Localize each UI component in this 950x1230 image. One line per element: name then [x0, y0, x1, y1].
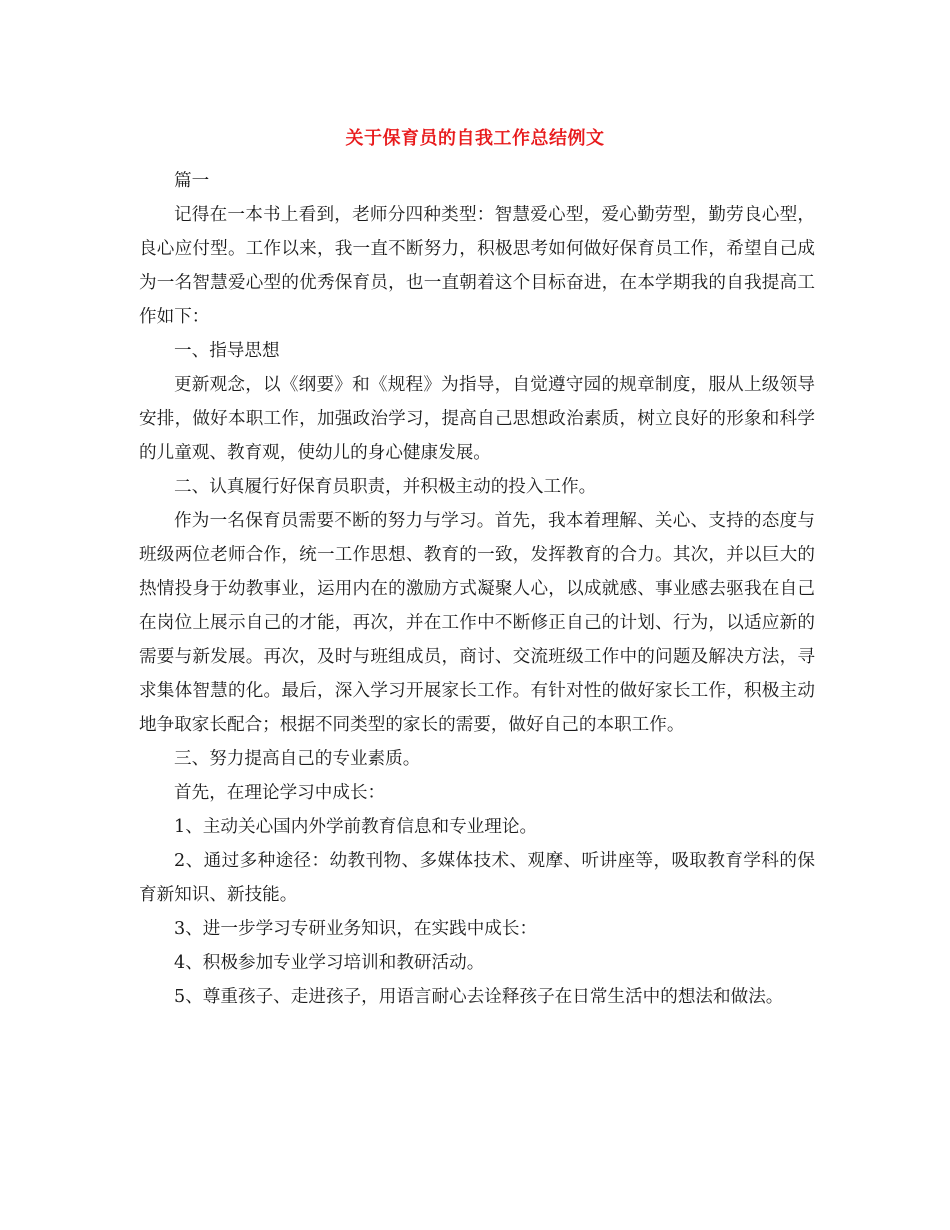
- list-item-2: 2、通过多种途径：幼教刊物、多媒体技术、观摩、听讲座等，吸取教育学科的保育新知识、新技能。: [139, 851, 815, 905]
- paragraph-duties: 作为一名保育员需要不断的努力与学习。首先，我本着理解、关心、支持的态度与班级两位老师合作，统一工作思想、教育的一致，发挥教育的合力。其次，并以巨大的热情投身于幼教事业，运用内在的激励方式凝聚人心，以成就感、事业感去驱我在自己在岗位上展示自己的才能，再次，并在工作中不断修正自己的计划、行为，以适应新的需要与新发展。再次，及时与班组成员，商讨、交流班级工作中的问题及解决方法，寻求集体智慧的化。最后，深入学习开展家长工作。有针对性的做好家长工作，积极主动地争取家长配合；根据不同类型的家长的需要，做好自己的本职工作。: [139, 511, 815, 735]
- list-item-5: 5、尊重孩子、走进孩子，用语言耐心去诠释孩子在日常生活中的想法和做法。: [174, 987, 784, 1007]
- list-item-3: 3、进一步学习专研业务知识，在实践中成长：: [174, 919, 538, 939]
- list-item-1: 1、主动关心国内外学前教育信息和专业理论。: [174, 817, 538, 837]
- paragraph-guiding-thought: 更新观念，以《纲要》和《规程》为指导，自觉遵守园的规章制度，服从上级领导安排，做好本职工作，加强政治学习，提高自己思想政治素质，树立良好的形象和科学的儿童观、教育观，使幼儿的身心健康发展。: [139, 375, 815, 463]
- list-item-4: 4、积极参加专业学习培训和教研活动。: [174, 953, 485, 973]
- heading-duties: 二、认真履行好保育员职责，并积极主动的投入工作。: [174, 477, 597, 497]
- heading-professional-quality: 三、努力提高自己的专业素质。: [174, 749, 421, 769]
- page-title: 关于保育员的自我工作总结例文: [345, 128, 605, 149]
- document-body: [139, 164, 815, 1014]
- paragraph-intro: 记得在一本书上看到，老师分四种类型：智慧爱心型，爱心勤劳型，勤劳良心型，良心应付型。工作以来，我一直不断努力，积极思考如何做好保育员工作，希望自己成为一名智慧爱心型的优秀保育员，也一直朝着这个目标奋进，在本学期我的自我提高工作如下：: [139, 205, 815, 327]
- paragraph-section-label: 篇一: [174, 171, 210, 191]
- paragraph-theory-learning: 首先，在理论学习中成长：: [174, 783, 386, 803]
- heading-guiding-thought: 一、指导思想: [174, 341, 280, 361]
